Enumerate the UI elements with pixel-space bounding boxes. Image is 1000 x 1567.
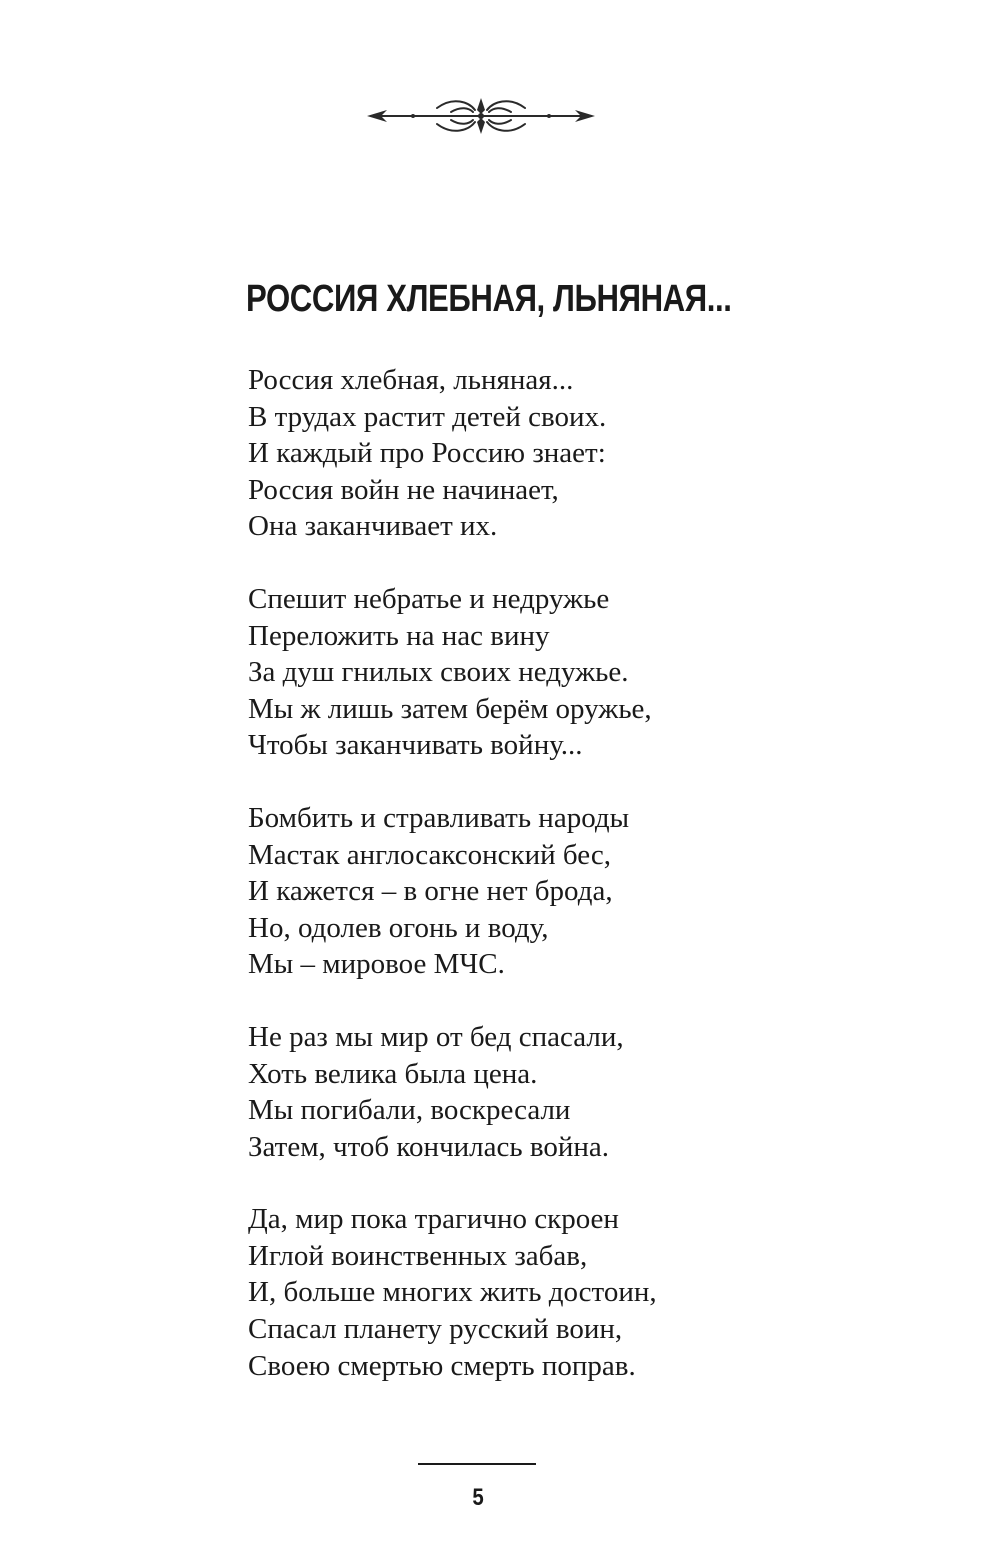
poem-line: Своею смертью смерть поправ. — [248, 1349, 636, 1382]
poem-line: Россия войн не начинает, — [248, 473, 559, 506]
poem-line: Иглой воинственных забав, — [248, 1239, 588, 1272]
poem-line: Спешит небратье и недружье — [248, 582, 610, 615]
poem-line: Хоть велика была цена. — [248, 1057, 538, 1090]
poem-line: Мы ж лишь затем берём оружье, — [248, 692, 652, 725]
poem-line: Переложить на нас вину — [248, 619, 550, 652]
poem-line: И каждый про Россию знает: — [248, 437, 606, 470]
poem-line: Мы – мировое МЧС. — [248, 948, 505, 981]
poem-line: За душ гнилых своих недужье. — [248, 656, 629, 689]
poem-line: Россия хлебная, льняная... — [248, 364, 574, 396]
stanza — [248, 1019, 848, 1165]
poem-line: Но, одолев огонь и воду, — [248, 911, 549, 944]
poem-line: Не раз мы мир от бед спасали, — [248, 1020, 624, 1053]
stanza — [248, 800, 848, 983]
poem-line: И, больше многих жить достоин, — [248, 1276, 657, 1309]
page-number-rule — [418, 1463, 536, 1465]
poem-line: Да, мир пока трагично скроен — [248, 1203, 619, 1236]
poem-line: И кажется – в огне нет брода, — [248, 875, 613, 908]
poem-line: В трудах растит детей своих. — [248, 400, 607, 433]
poem-line: Мы погибали, воскресали — [248, 1094, 571, 1127]
poem-line: Чтобы заканчивать войну... — [248, 729, 583, 762]
page-number: 5 — [472, 1484, 484, 1511]
poem-line: Затем, чтоб кончилась война. — [248, 1130, 610, 1163]
poem-line: Спасал планету русский воин, — [248, 1313, 623, 1346]
decorative-flourish-icon — [365, 92, 597, 140]
poem-line: Мастак англосаксонский бес, — [248, 838, 611, 871]
stanza — [248, 581, 848, 764]
stanza — [248, 362, 848, 545]
stanza — [248, 1201, 848, 1384]
poem-body — [248, 362, 848, 1420]
poem-title: РОССИЯ ХЛЕБНАЯ, ЛЬНЯНАЯ... — [246, 278, 732, 320]
poem-line: Она заканчивает их. — [248, 510, 498, 543]
poem-line: Бомбить и стравливать народы — [248, 801, 630, 834]
